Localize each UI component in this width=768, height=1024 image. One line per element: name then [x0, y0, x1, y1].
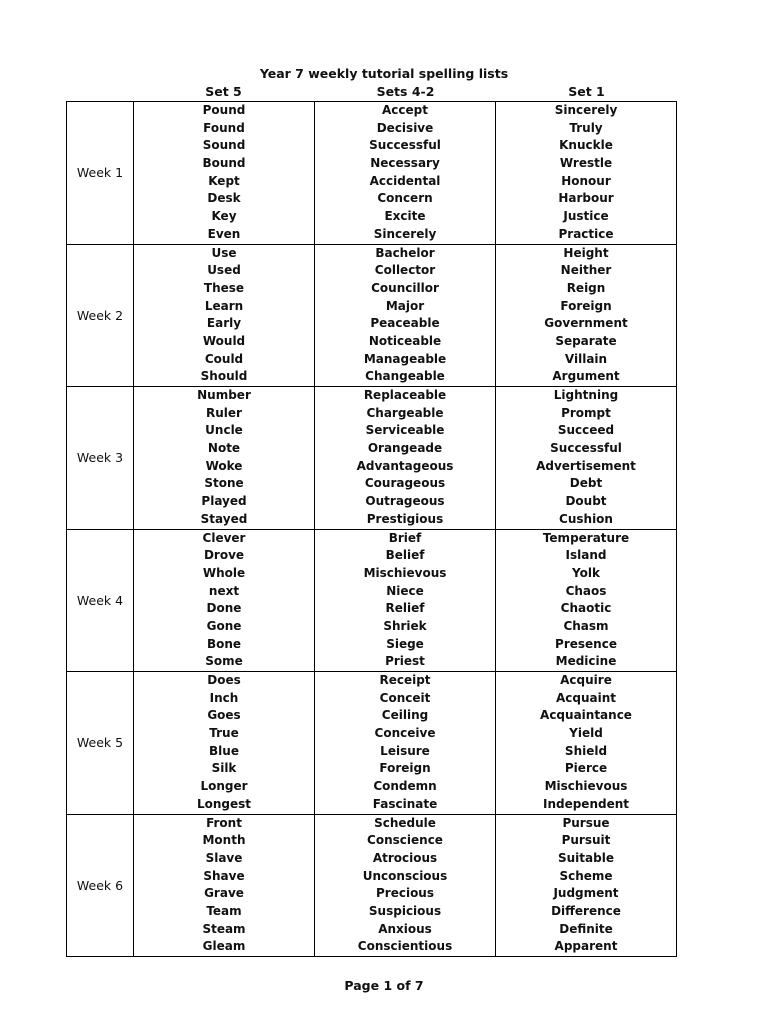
- spelling-word: Silk: [211, 761, 237, 776]
- spelling-word: Lightning: [553, 388, 619, 402]
- week-label: Week 5: [67, 672, 134, 815]
- spelling-word: Inch: [209, 690, 239, 705]
- spelling-word: Conscientious: [357, 939, 453, 954]
- spelling-word: Chasm: [563, 618, 609, 633]
- word-group-set-5: [134, 814, 315, 957]
- spelling-word: Justice: [563, 209, 609, 224]
- spelling-word: Practice: [558, 226, 614, 241]
- spelling-word: Would: [202, 333, 246, 348]
- spelling-word: Judgment: [553, 886, 619, 901]
- spelling-word: Excite: [384, 209, 426, 224]
- week-row: [67, 672, 677, 815]
- page-number: Page 1 of 7: [344, 978, 424, 993]
- spelling-word: Pierce: [564, 761, 608, 776]
- word-group-sets-4-2: [315, 102, 496, 245]
- spelling-word: Wrestle: [559, 156, 613, 171]
- spelling-word: Bound: [202, 156, 246, 171]
- spelling-table-body: [67, 102, 677, 957]
- spelling-word: Replaceable: [363, 388, 447, 402]
- spelling-word: Even: [207, 226, 241, 241]
- spelling-word: Anxious: [378, 921, 432, 936]
- spelling-word: Orangeade: [367, 441, 443, 456]
- spelling-word: Front: [206, 815, 242, 830]
- spelling-word: Use: [211, 245, 237, 260]
- spelling-word: Succeed: [557, 423, 615, 438]
- spelling-word: Definite: [559, 921, 613, 936]
- word-group-set-1: [496, 387, 677, 530]
- spelling-word: Yolk: [572, 565, 600, 580]
- spelling-word: Shriek: [383, 618, 427, 633]
- spelling-word: Foreign: [560, 298, 612, 313]
- spelling-word: Blue: [209, 743, 239, 758]
- spelling-word: Accidental: [369, 173, 441, 188]
- spelling-word: Brief: [388, 530, 422, 545]
- column-header-set-1: Set 1: [568, 84, 605, 99]
- word-group-sets-4-2: [315, 244, 496, 387]
- spelling-word: Major: [385, 298, 425, 313]
- spelling-word: Truly: [569, 120, 603, 135]
- week-label: Week 6: [67, 814, 134, 957]
- spelling-word: True: [209, 726, 239, 741]
- spelling-word: Belief: [385, 548, 425, 563]
- spelling-word: Conceive: [374, 726, 436, 741]
- word-group-set-5: [134, 244, 315, 387]
- spelling-word: Reign: [566, 280, 606, 295]
- spelling-word: Concern: [377, 191, 433, 206]
- spelling-word: Priest: [385, 654, 425, 669]
- spelling-word: Whole: [202, 565, 246, 580]
- spelling-word: Gone: [206, 618, 242, 633]
- spelling-word: Chaotic: [560, 601, 612, 616]
- spelling-word: Separate: [555, 333, 617, 348]
- spelling-word: Acquire: [560, 673, 612, 687]
- spelling-word: Honour: [561, 173, 611, 188]
- word-group-sets-4-2: [315, 387, 496, 530]
- spelling-word: Niece: [386, 583, 424, 598]
- spelling-word: Acquaintance: [540, 708, 632, 723]
- spelling-word: Pound: [202, 103, 246, 117]
- spelling-word: Chargeable: [366, 405, 444, 420]
- spelling-word: Steam: [202, 921, 246, 936]
- spelling-word: Gleam: [202, 939, 246, 954]
- spelling-word: Outrageous: [365, 494, 445, 509]
- spelling-word: Suspicious: [368, 903, 442, 918]
- spelling-word: Relief: [385, 601, 425, 616]
- spelling-word: These: [203, 280, 245, 295]
- spelling-word: Pursue: [562, 815, 610, 830]
- spelling-word: Medicine: [555, 654, 617, 669]
- spelling-word: Some: [205, 654, 243, 669]
- spelling-word: Done: [206, 601, 242, 616]
- spelling-word: Villain: [564, 351, 608, 366]
- spelling-word: Clever: [202, 530, 246, 545]
- spelling-word: Leisure: [380, 743, 430, 758]
- spelling-word: Sound: [202, 138, 246, 153]
- spelling-word: Stone: [204, 476, 244, 491]
- word-group-set-1: [496, 102, 677, 245]
- spelling-word: Receipt: [379, 673, 431, 687]
- spelling-word: Advantageous: [356, 458, 454, 473]
- word-group-set-5: [134, 672, 315, 815]
- spelling-word: next: [208, 583, 240, 598]
- spelling-word: Government: [544, 316, 628, 331]
- spelling-word: Temperature: [542, 530, 630, 545]
- spelling-word: Harbour: [558, 191, 614, 206]
- spelling-word: Doubt: [565, 494, 607, 509]
- spelling-word: Debt: [569, 476, 603, 491]
- word-group-sets-4-2: [315, 672, 496, 815]
- column-header-set-5: Set 5: [205, 84, 242, 99]
- spelling-word: Sincerely: [554, 103, 618, 117]
- spelling-word: Changeable: [365, 369, 445, 384]
- word-group-set-5: [134, 387, 315, 530]
- spelling-word: Bone: [206, 636, 242, 651]
- spelling-word: Month: [202, 833, 246, 848]
- spelling-word: Number: [197, 388, 251, 402]
- spelling-word: Goes: [207, 708, 241, 723]
- spelling-word: Precious: [375, 886, 434, 901]
- word-group-sets-4-2: [315, 529, 496, 672]
- word-group-set-5: [134, 102, 315, 245]
- spelling-word: Ruler: [206, 405, 242, 420]
- spelling-word: Early: [206, 316, 242, 331]
- spelling-word: Atrocious: [372, 850, 438, 865]
- week-row: [67, 814, 677, 957]
- spelling-word: Island: [565, 548, 607, 563]
- spelling-word: Councillor: [371, 280, 439, 295]
- spelling-word: Slave: [205, 850, 243, 865]
- spelling-word: Prestigious: [366, 511, 444, 526]
- spelling-word: Successful: [369, 138, 441, 153]
- spelling-word: Neither: [560, 263, 612, 278]
- spelling-word: Noticeable: [368, 333, 442, 348]
- week-row: [67, 102, 677, 245]
- word-group-set-5: [134, 529, 315, 672]
- spelling-word: Note: [207, 441, 241, 456]
- spelling-word: Siege: [386, 636, 424, 651]
- word-group-sets-4-2: [315, 814, 496, 957]
- spelling-word: Accept: [382, 103, 428, 117]
- spelling-word: Does: [207, 673, 241, 687]
- spelling-word: Mischievous: [363, 565, 447, 580]
- column-header-sets-4-2: Sets 4-2: [376, 84, 435, 99]
- spelling-word: Height: [563, 245, 609, 260]
- spelling-word: Shave: [203, 868, 245, 883]
- spelling-word: Longest: [196, 796, 252, 811]
- spelling-word: Condemn: [373, 779, 437, 794]
- week-label: Week 4: [67, 529, 134, 672]
- spelling-table: [66, 101, 677, 957]
- spelling-word: Foreign: [379, 761, 431, 776]
- week-row: [67, 387, 677, 530]
- spelling-word: Manageable: [363, 351, 447, 366]
- spelling-word: Decisive: [376, 120, 434, 135]
- spelling-word: Cushion: [559, 511, 613, 526]
- word-group-set-1: [496, 672, 677, 815]
- spelling-word: Unconscious: [362, 868, 448, 883]
- spelling-word: Uncle: [205, 423, 243, 438]
- spelling-word: Apparent: [554, 939, 618, 954]
- spelling-word: Difference: [551, 903, 621, 918]
- spelling-word: Longer: [200, 779, 248, 794]
- spelling-word: Presence: [555, 636, 617, 651]
- spelling-word: Advertisement: [536, 458, 636, 473]
- spelling-word: Kept: [208, 173, 240, 188]
- week-row: [67, 529, 677, 672]
- spelling-word: Sincerely: [373, 226, 437, 241]
- spelling-word: Argument: [552, 369, 620, 384]
- spelling-word: Prompt: [561, 405, 611, 420]
- week-label: Week 2: [67, 244, 134, 387]
- spelling-word: Found: [203, 120, 245, 135]
- spelling-word: Learn: [204, 298, 244, 313]
- word-group-set-1: [496, 814, 677, 957]
- spelling-word: Scheme: [559, 868, 613, 883]
- word-group-set-1: [496, 529, 677, 672]
- spelling-word: Drove: [203, 548, 245, 563]
- spelling-word: Collector: [374, 263, 436, 278]
- week-row: [67, 244, 677, 387]
- spelling-word: Successful: [550, 441, 622, 456]
- spelling-word: Should: [200, 369, 248, 384]
- week-label: Week 3: [67, 387, 134, 530]
- spelling-word: Necessary: [370, 156, 440, 171]
- spelling-word: Team: [206, 903, 242, 918]
- week-label: Week 1: [67, 102, 134, 245]
- spelling-word: Acquaint: [555, 690, 617, 705]
- word-group-set-1: [496, 244, 677, 387]
- spelling-word: Stayed: [200, 511, 248, 526]
- spelling-word: Grave: [204, 886, 244, 901]
- spelling-word: Desk: [207, 191, 241, 206]
- spelling-word: Independent: [542, 796, 629, 811]
- spelling-word: Pursuit: [561, 833, 611, 848]
- spelling-word: Fascinate: [372, 796, 438, 811]
- spelling-word: Knuckle: [559, 138, 613, 153]
- spelling-word: Suitable: [558, 850, 614, 865]
- spelling-word: Bachelor: [375, 245, 435, 260]
- spelling-word: Peaceable: [370, 316, 440, 331]
- spelling-word: Key: [211, 209, 237, 224]
- spelling-word: Schedule: [374, 815, 436, 830]
- document-title: Year 7 weekly tutorial spelling lists: [259, 66, 509, 81]
- spelling-word: Serviceable: [365, 423, 445, 438]
- spelling-word: Mischievous: [544, 779, 628, 794]
- spelling-word: Courageous: [364, 476, 446, 491]
- spelling-word: Shield: [564, 743, 608, 758]
- spelling-word: Ceiling: [381, 708, 429, 723]
- spelling-word: Yield: [569, 726, 603, 741]
- spelling-word: Conceit: [379, 690, 431, 705]
- spelling-word: Woke: [205, 458, 243, 473]
- spelling-word: Played: [201, 494, 247, 509]
- spelling-word: Could: [204, 351, 244, 366]
- spelling-word: Conscience: [367, 833, 443, 848]
- spelling-word: Used: [207, 263, 241, 278]
- spelling-word: Chaos: [565, 583, 607, 598]
